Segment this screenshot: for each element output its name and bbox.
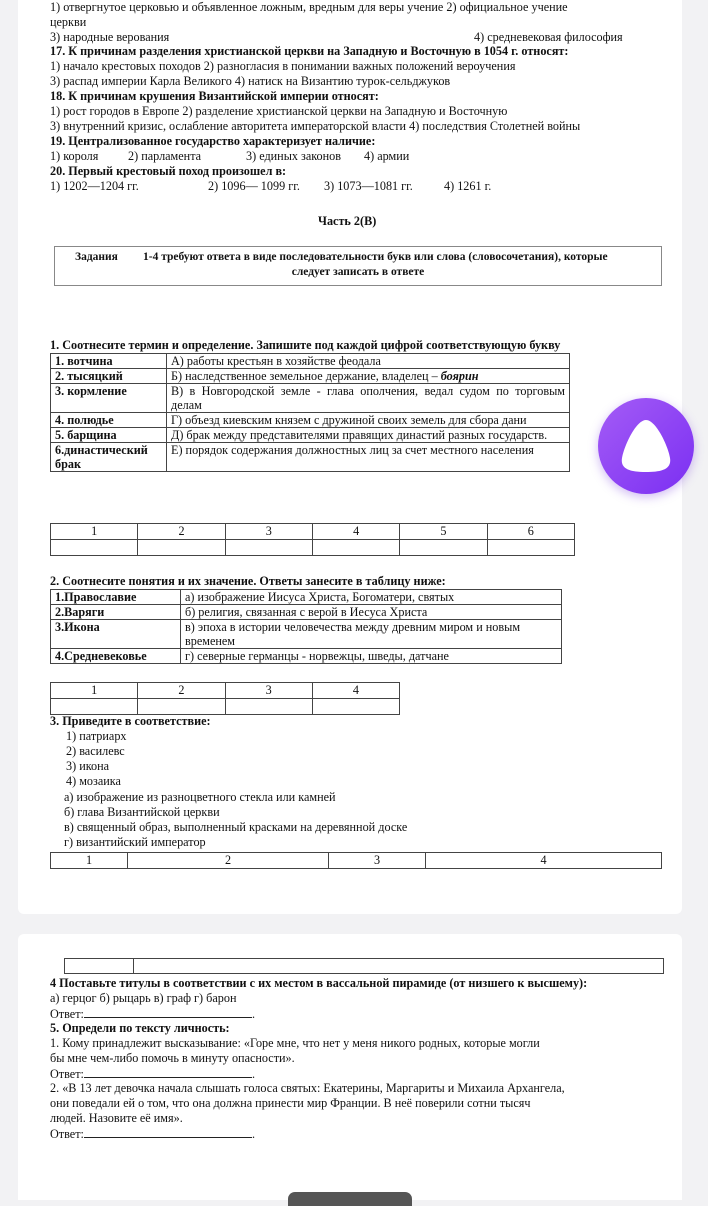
list-item: 3) икона bbox=[66, 759, 110, 773]
text-line: церкви bbox=[50, 15, 87, 29]
task1-table bbox=[50, 353, 570, 472]
list-item: в) священный образ, выполненный красками на деревянной доске bbox=[64, 820, 408, 834]
list-item: 1) патриарх bbox=[66, 729, 127, 743]
q18-options-a: 1) рост городов в Европе 2) разделение христианской церкви на Западную и Восточную bbox=[50, 104, 508, 118]
term-cell: 4. полюдье bbox=[51, 413, 167, 428]
instruction-text: 1-4 требуют ответа в виде последовательности букв или слова (словосочетания), которые bbox=[143, 251, 608, 263]
q18-options-b: 3) внутренний кризис, ослабление авторитета императорской власти 4) последствия Столетней войны bbox=[50, 119, 581, 133]
alice-icon[interactable] bbox=[598, 398, 694, 494]
question-18: 18. К причинам крушения Византийской империи относят: bbox=[50, 89, 379, 103]
table-row bbox=[51, 853, 662, 869]
text-line: людей. Назовите её имя». bbox=[50, 1111, 183, 1125]
q17-options-a: 1) начало крестовых походов 2) разногласия в понимании важных положений вероучения bbox=[50, 59, 516, 73]
question-17: 17. К причинам разделения христианской церкви на Западную и Восточную в 1054 г. относят: bbox=[50, 44, 569, 58]
q16-option-3: 3) народные верования bbox=[50, 30, 170, 44]
table-row bbox=[51, 384, 570, 413]
table-row bbox=[51, 699, 400, 715]
answer-underline[interactable] bbox=[84, 1006, 252, 1018]
definition-cell: а) изображение Иисуса Христа, Богоматери, святых bbox=[181, 590, 562, 605]
instruction-text: следует записать в ответе bbox=[291, 266, 425, 278]
term-cell: 1.Православие bbox=[51, 590, 181, 605]
q20-option: 1) 1202—1204 гг. bbox=[50, 179, 139, 193]
term-cell: 6.династический брак bbox=[51, 443, 167, 472]
answer-line-4[interactable] bbox=[50, 1006, 255, 1022]
text-line: 1. Кому принадлежит высказывание: «Горе мне, что нет у меня никого родных, которые могли bbox=[50, 1036, 540, 1050]
answer-end: . bbox=[251, 1007, 255, 1021]
definition-cell: Д) брак между представителями правящих династий разных государств. bbox=[167, 428, 570, 443]
answer-label: Ответ: bbox=[50, 1127, 84, 1141]
table-row bbox=[51, 413, 570, 428]
term-cell: 3.Икона bbox=[51, 620, 181, 649]
task2-title: 2. Соотнесите понятия и их значение. Ответы занесите в таблицу ниже: bbox=[50, 574, 446, 588]
task5-title: 5. Определи по тексту личность: bbox=[50, 1021, 230, 1035]
answer-cell[interactable] bbox=[312, 699, 399, 715]
answer-underline[interactable] bbox=[84, 1066, 252, 1078]
answer-end: . bbox=[251, 1127, 255, 1141]
answer2-table bbox=[50, 682, 400, 715]
answer-col-header: 4 bbox=[312, 524, 399, 540]
home-indicator[interactable] bbox=[288, 1192, 412, 1206]
task3-title: 3. Приведите в соответствие: bbox=[50, 714, 211, 728]
answer-label: Ответ: bbox=[50, 1067, 84, 1081]
term-cell: 4.Средневековье bbox=[51, 649, 181, 664]
q19-option: 1) короля bbox=[50, 149, 99, 163]
answer-col-header: 1 bbox=[51, 683, 138, 699]
task4-title: 4 Поставьте титулы в соответствии с их местом в вассальной пирамиде (от низшего к высшему): bbox=[50, 976, 588, 990]
answer-col-header: 2 bbox=[128, 853, 329, 869]
answer-cell[interactable] bbox=[138, 699, 225, 715]
text-line: бы мне чем-либо помочь в минуту опасности». bbox=[50, 1051, 295, 1065]
definition-cell: А) работы крестьян в хозяйстве феодала bbox=[167, 354, 570, 369]
table-row bbox=[51, 590, 562, 605]
answer-col-header: 4 bbox=[312, 683, 399, 699]
question-19: 19. Централизованное государство характеризует наличие: bbox=[50, 134, 376, 148]
answer-cell[interactable] bbox=[225, 540, 312, 556]
answer-cell[interactable] bbox=[312, 540, 399, 556]
term-cell: 1. вотчина bbox=[51, 354, 167, 369]
q16-option-4: 4) средневековая философия bbox=[474, 30, 623, 44]
definition-cell: в) эпоха в истории человечества между древним миром и новым временем bbox=[181, 620, 562, 649]
table-row bbox=[51, 443, 570, 472]
question-20: 20. Первый крестовый поход произошел в: bbox=[50, 164, 287, 178]
table-row bbox=[51, 428, 570, 443]
answer-cell[interactable] bbox=[225, 699, 312, 715]
answer-col-header: 5 bbox=[400, 524, 487, 540]
part-title: Часть 2(В) bbox=[318, 214, 377, 228]
table-row bbox=[51, 605, 562, 620]
table-row bbox=[51, 524, 575, 540]
document-page-2 bbox=[18, 934, 682, 1200]
table-row bbox=[51, 540, 575, 556]
answer-line-5-2[interactable] bbox=[50, 1126, 255, 1142]
text-line: 2. «В 13 лет девочка начала слышать голоса святых: Екатерины, Маргариты и Михаила Архангела, bbox=[50, 1081, 565, 1095]
q17-options-b: 3) распад империи Карла Великого 4) натиск на Византию турок-сельджуков bbox=[50, 74, 451, 88]
answer-cell[interactable] bbox=[51, 699, 138, 715]
answer3-table bbox=[50, 852, 662, 869]
answer-col-header: 2 bbox=[138, 524, 225, 540]
answer-col-header: 3 bbox=[225, 683, 312, 699]
answer-cell[interactable] bbox=[51, 540, 138, 556]
answer-label: Ответ: bbox=[50, 1007, 84, 1021]
term-cell: 2.Варяги bbox=[51, 605, 181, 620]
task4-options: а) герцог б) рыцарь в) граф г) барон bbox=[50, 991, 237, 1005]
q19-option: 4) армии bbox=[364, 149, 410, 163]
answer-col-header: 4 bbox=[426, 853, 662, 869]
table-row bbox=[51, 354, 570, 369]
answer1-table bbox=[50, 523, 575, 556]
definition-cell: В) в Новгородской земле - глава ополчения, ведал судом по торговым делам bbox=[167, 384, 570, 413]
definition-cell: Е) порядок содержания должностных лиц за счет местного населения bbox=[167, 443, 570, 472]
table-row bbox=[51, 369, 570, 384]
table-row bbox=[51, 620, 562, 649]
list-item: г) византийский император bbox=[64, 835, 206, 849]
definition-cell bbox=[167, 369, 570, 384]
answer-col-header: 3 bbox=[225, 524, 312, 540]
table-row bbox=[51, 649, 562, 664]
answer-cell[interactable] bbox=[138, 540, 225, 556]
definition-text: Б) наследственное земельное держание, владелец – bbox=[171, 369, 441, 383]
term-cell: 5. барщина bbox=[51, 428, 167, 443]
text-line: 1) отвергнутое церковью и объявленное ложным, вредным для веры учение 2) официальное учение bbox=[50, 0, 568, 14]
list-item: 2) василевс bbox=[66, 744, 125, 758]
task2-table bbox=[50, 589, 562, 664]
answer-col-header: 1 bbox=[51, 524, 138, 540]
alice-icon-glyph bbox=[598, 398, 694, 494]
q20-option: 2) 1096— 1099 гг. bbox=[208, 179, 300, 193]
definition-emphasis: боярин bbox=[440, 369, 479, 383]
q19-option: 3) единых законов bbox=[246, 149, 342, 163]
definition-cell: б) религия, связанная с верой в Иесуса Христа bbox=[181, 605, 562, 620]
list-item: 4) мозаика bbox=[66, 774, 121, 788]
answer-strip-divider bbox=[133, 959, 134, 973]
term-cell: 3. кормление bbox=[51, 384, 167, 413]
table-row bbox=[51, 683, 400, 699]
answer-line-5-1[interactable] bbox=[50, 1066, 255, 1082]
definition-cell: Г) объезд киевским князем с дружиной своих земель для сбора дани bbox=[167, 413, 570, 428]
document-page-1 bbox=[18, 0, 682, 914]
q20-option: 4) 1261 г. bbox=[444, 179, 492, 193]
list-item: а) изображение из разноцветного стекла или камней bbox=[64, 790, 336, 804]
answer-end: . bbox=[251, 1067, 255, 1081]
answer-underline[interactable] bbox=[84, 1126, 252, 1138]
answer-col-header: 2 bbox=[138, 683, 225, 699]
instruction-box bbox=[54, 246, 662, 286]
instruction-label: Задания bbox=[75, 251, 118, 263]
answer-cell[interactable] bbox=[400, 540, 487, 556]
answer-cell[interactable] bbox=[487, 540, 574, 556]
q19-option: 2) парламента bbox=[128, 149, 202, 163]
text-line: они поведали ей о том, что она должна принести мир Франции. В неё поверили сотни тысяч bbox=[50, 1096, 531, 1110]
list-item: б) глава Византийской церкви bbox=[64, 805, 220, 819]
answer-col-header: 6 bbox=[487, 524, 574, 540]
task1-title: 1. Соотнесите термин и определение. Запишите под каждой цифрой соответствующую букву bbox=[50, 338, 561, 352]
term-cell: 2. тысяцкий bbox=[51, 369, 167, 384]
q20-option: 3) 1073—1081 гг. bbox=[324, 179, 413, 193]
definition-cell: г) северные германцы - норвежцы, шведы, датчане bbox=[181, 649, 562, 664]
answer-col-header: 3 bbox=[329, 853, 426, 869]
answer-col-header: 1 bbox=[51, 853, 128, 869]
answer-strip[interactable] bbox=[64, 958, 664, 974]
